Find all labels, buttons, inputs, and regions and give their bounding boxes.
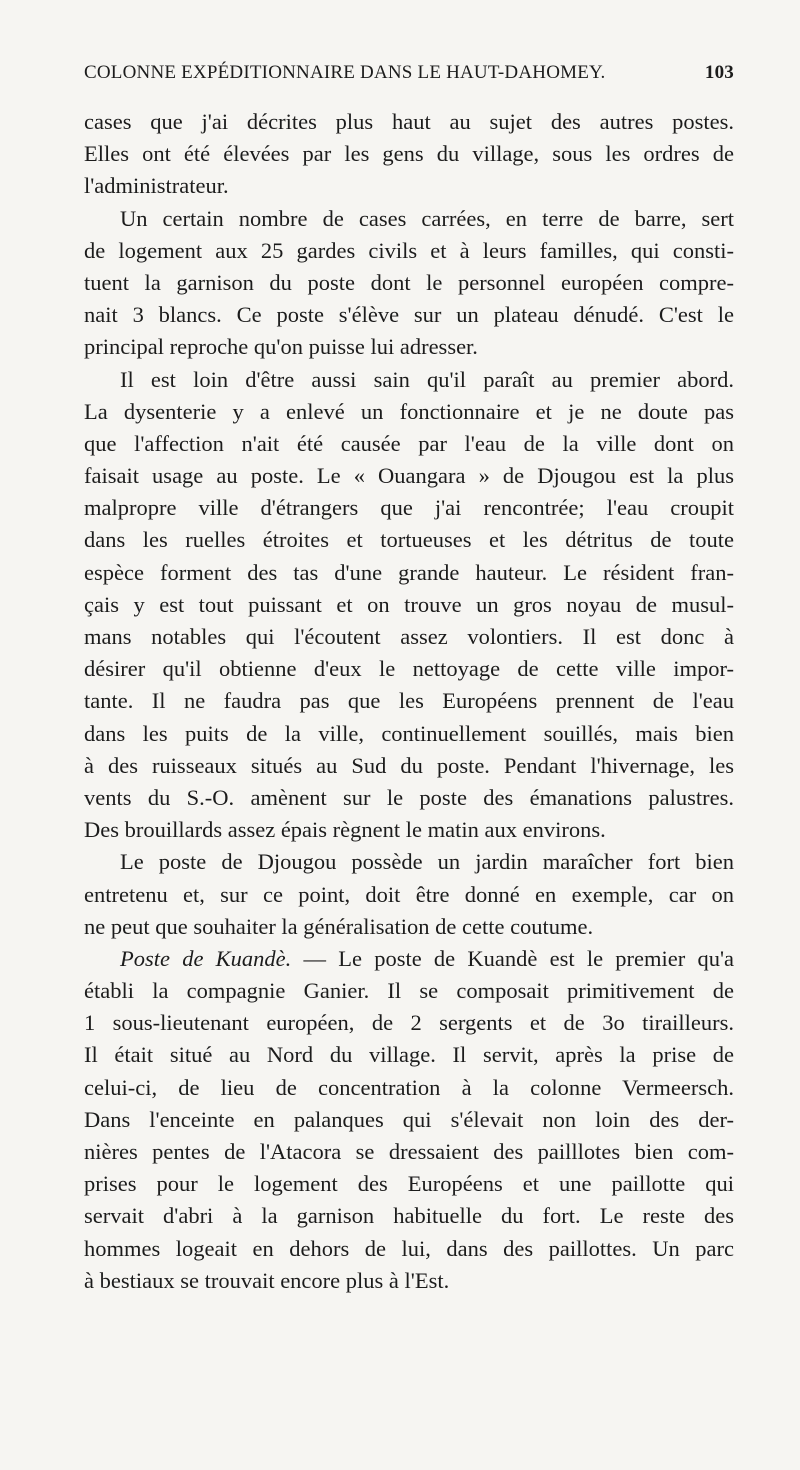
text-line: nières pentes de l'Atacora se dressaient des pailllotes bien com- xyxy=(84,1139,734,1164)
text-line: hommes logeait en dehors de lui, dans des paillottes. Un parc xyxy=(84,1235,734,1261)
text-line: de logement aux 25 gardes civils et à leurs familles, qui consti- xyxy=(84,237,734,263)
text-line: prises pour le logement des Européens et une paillotte qui xyxy=(84,1171,734,1197)
text-line: à des ruisseaux situés au Sud du poste. Pendant l'hivernage, les xyxy=(84,752,734,778)
text-line: espèce forment des tas d'une grande hauteur. Le résident fran- xyxy=(84,559,734,585)
text-line: désirer qu'il obtienne d'eux le nettoyage de cette ville impor- xyxy=(84,656,734,682)
text-line-continuation: — Le poste de Kuandè est le premier qu'a xyxy=(303,945,735,971)
paragraph-start-line: Un certain nombre de cases carrées, en terre de barre, sert xyxy=(120,205,734,231)
text-line: l'administrateur. xyxy=(84,173,229,199)
text-line: Dans l'enceinte en palanques qui s'élevait non loin des der- xyxy=(84,1106,734,1132)
text-line: nait 3 blancs. Ce poste s'élève sur un plateau dénudé. C'est le xyxy=(84,302,734,328)
text-line: cases que j'ai décrites plus haut au sujet des autres postes. xyxy=(84,109,734,134)
text-line: principal reproche qu'on puisse lui adresser. xyxy=(84,334,478,360)
text-line: dans les puits de la ville, continuellement souillés, mais bien xyxy=(84,720,734,746)
text-line: faisait usage au poste. Le « Ouangara » de Djougou est la plus xyxy=(84,463,734,489)
text-line: établi la compagnie Ganier. Il se composait primitivement de xyxy=(84,978,734,1004)
paragraph-start-line: Le poste de Djougou possède un jardin maraîcher fort bien xyxy=(120,849,734,875)
text-line: servait d'abri à la garnison habituelle du fort. Le reste des xyxy=(84,1203,734,1229)
text-line: malpropre ville d'étrangers que j'ai rencontrée; l'eau croupit xyxy=(84,495,734,521)
paragraph-start-line: Il est loin d'être aussi sain qu'il paraît au premier abord. xyxy=(120,366,734,392)
text-line: tante. Il ne faudra pas que les Européens prennent de l'eau xyxy=(84,688,734,714)
text-line: vents du S.-O. amènent sur le poste des émanations palustres. xyxy=(84,784,734,810)
running-title: COLONNE EXPÉDITIONNAIRE DANS LE HAUT-DAHOMEY. xyxy=(84,62,606,83)
text-line: 1 sous-lieutenant européen, de 2 sergents et de 3o tirailleurs. xyxy=(84,1010,734,1036)
text-line: ne peut que souhaiter la généralisation de cette coutume. xyxy=(84,913,594,939)
section-heading-line xyxy=(84,943,734,975)
text-line: tuent la garnison du poste dont le personnel européen compre- xyxy=(84,269,734,295)
text-line: à bestiaux se trouvait encore plus à l'Est. xyxy=(84,1267,450,1293)
text-line: celui-ci, de lieu de concentration à la colonne Vermeersch. xyxy=(84,1074,734,1100)
text-line: que l'affection n'ait été causée par l'eau de la ville dont on xyxy=(84,430,734,456)
text-line: dans les ruelles étroites et tortueuses et les détritus de toute xyxy=(84,527,734,553)
section-heading: Poste de Kuandè. xyxy=(120,945,292,971)
text-line: çais y est tout puissant et on trouve un gros noyau de musul- xyxy=(84,591,734,617)
page-number: 103 xyxy=(704,62,734,83)
body-text xyxy=(84,106,734,1297)
text-line: Elles ont été élevées par les gens du village, sous les ordres de xyxy=(84,141,734,167)
text-line: entretenu et, sur ce point, doit être donné en exemple, car on xyxy=(84,881,734,907)
text-line: Il était situé au Nord du village. Il servit, après la prise de xyxy=(84,1042,734,1068)
text-line: Des brouillards assez épais règnent le matin aux environs. xyxy=(84,817,606,843)
text-line: mans notables qui l'écoutent assez volontiers. Il est donc à xyxy=(84,624,734,649)
text-line: La dysenterie y a enlevé un fonctionnaire et je ne doute pas xyxy=(84,398,734,424)
